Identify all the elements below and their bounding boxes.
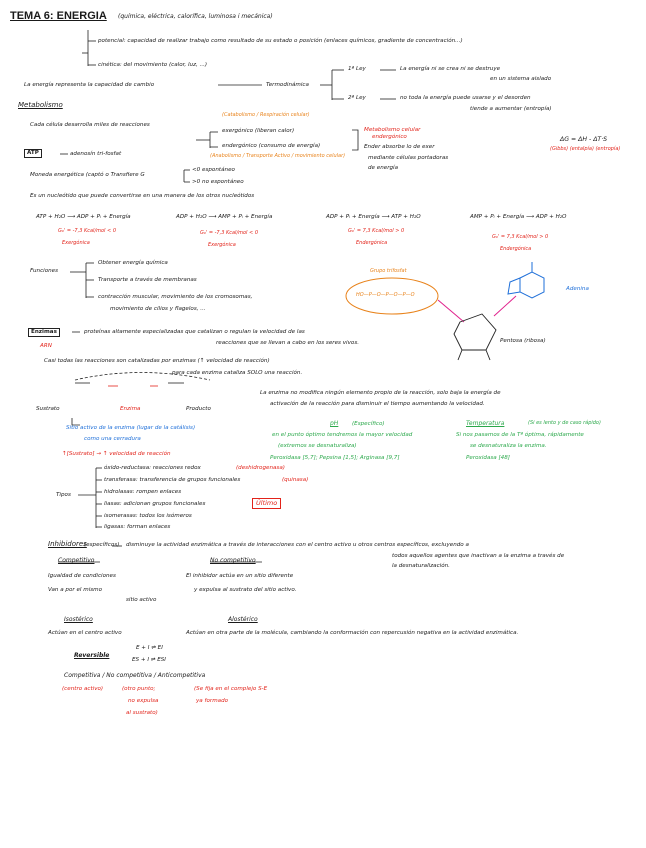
metabolismo-celular-note: Metabolismo celular — [364, 127, 421, 133]
adenina-label: Adenina — [566, 286, 589, 292]
no-competitivo-text-1: El inhibidor actúa en un sitio diferente — [186, 573, 294, 579]
atp-no-espontaneo: >0 no espontáneo — [192, 179, 244, 185]
title-subtitle: (química, eléctrica, calorífica, luminosa i mecánica) — [118, 13, 273, 20]
atp-moneda: Moneda energética (captó o Transfiere G — [30, 172, 145, 178]
rev-nocomp-note-1: (otro punto; — [122, 686, 156, 692]
inhibidores-heading: Inhibidores — [48, 540, 87, 548]
ph-text-2: (extremos se desnaturaliza) — [278, 443, 357, 449]
reaction-2-kind: Exergónica — [208, 242, 236, 248]
reversible-eq-2: ES + I ⇌ ESI — [132, 657, 166, 663]
exergonico-text: exergónico (liberan calor) — [222, 128, 295, 134]
reaction-3-eq: ADP + Pᵢ + Energía ⟶ ATP + H₂O — [326, 214, 421, 220]
producto-label: Producto — [186, 406, 211, 412]
reversible-eq-1: E + I ⇌ EI — [136, 645, 163, 651]
ph-examples: Peroxidasa [5,7]; Pepsina [1,5]; Arginasa [9,7] — [270, 455, 400, 461]
ley2-text-2: tiende a aumentar (entropía) — [470, 106, 552, 112]
temperatura-text-2: se desnaturaliza la enzima. — [470, 443, 547, 449]
reaction-2-eq: ADP + H₂O ⟶ AMP + Pᵢ + Energía — [176, 214, 273, 220]
competitivo-text-2: Van a por el mismo — [48, 587, 103, 593]
tipo-2: transferasa: transferencia de grupos funcionales — [104, 477, 241, 483]
reaction-1-eq: ATP + H₂O ⟶ ADP + Pᵢ + Energía — [36, 214, 131, 220]
enzimas-label: Enzimas — [28, 328, 60, 337]
tipo-1-ejemplo: (deshidrogenasa) — [236, 465, 285, 471]
ender-text-2: mediante células portadoras — [368, 155, 449, 161]
gibbs-formula-sub: (Gibbs) (entalpía) (entropía) — [550, 146, 621, 152]
funcion-1: Obtener energía química — [98, 260, 168, 266]
atp-label: ATP — [24, 149, 42, 158]
energia-cinetica: cinética: del movimiento (calor, luz, ...) — [98, 62, 208, 68]
rev-competitiva-note: (centro activo) — [62, 686, 104, 692]
isosterico-text: Actúan en el centro activo — [48, 630, 122, 636]
ley1-text: La energía ni se crea ni se destruye — [400, 66, 501, 72]
reaction-4-g: G₀' = 7,3 Kcal/mol > 0 — [492, 234, 549, 240]
anabolismo-note: (Anabolismo / Transporte Activo / movimiento celular) — [210, 153, 346, 159]
ley1-label: 1ª Ley — [348, 66, 366, 72]
rev-nocomp-note-3: al sustrato) — [126, 710, 158, 716]
temperatura-text-1: Si nos pasamos de la Tª óptima, rápidamente — [456, 432, 584, 438]
termodinamica-label: Termodinámica — [266, 82, 309, 88]
tipo-4: liasas: adicionan grupos funcionales — [104, 501, 206, 507]
atp-definition: adenosín tri-fosfat — [70, 151, 122, 157]
atp-nucleotido: Es un nucleótido que puede convertirse en una manera de los otros nucleótidos — [30, 193, 255, 199]
catabolismo-note: (Catabolismo / Respiración celular) — [222, 112, 310, 118]
reversible-types: Competitiva / No competitiva / Anticompetitiva — [64, 672, 206, 679]
funcion-3b: movimiento de cilios y flagelos, ... — [110, 306, 206, 312]
inhibidores-sub: (específicos) — [84, 542, 120, 548]
enzimas-arn: ARN — [40, 343, 52, 349]
rev-nocomp-note-2: no expulsa — [128, 698, 159, 704]
reaction-2-g: G₀' = -7,3 Kcal/mol < 0 — [200, 230, 259, 236]
funciones-label: Funciones — [30, 268, 59, 274]
ph-sub: (Específico) — [352, 421, 385, 427]
reaction-3-g: G₀' = 7,3 Kcal/mol > 0 — [348, 228, 405, 234]
ph-heading: pH — [330, 420, 339, 427]
reaction-3-kind: Endergónica — [356, 240, 388, 246]
tipo-6: ligasas: forman enlaces — [104, 524, 171, 530]
reaction-1-kind: Exergónica — [62, 240, 90, 246]
tipos-label: Tipos — [56, 492, 71, 498]
endergonico-text: endergónico (consumo de energía) — [222, 143, 321, 149]
enzimas-definition: proteínas altamente especializadas que catalizan o regulan la velocidad de las — [84, 329, 305, 335]
sitio-activo: Sitio activo de la enzima (lugar de la catálisis) — [66, 425, 196, 431]
ley2-label: 2ª Ley — [348, 95, 366, 101]
ender-text-3: de energía — [368, 165, 399, 171]
page-title: TEMA 6: ENERGIA — [10, 10, 107, 22]
tipo-2-ejemplo: (quinasa) — [282, 477, 309, 483]
reaction-1-g: G₀' = -7,3 Kcal/mol < 0 — [58, 228, 117, 234]
metabolismo-cada: Cada célula desarrolla miles de reacciones — [30, 122, 150, 128]
competitivo-heading: Competitivo — [58, 557, 95, 564]
reaction-4-kind: Endergónica — [500, 246, 532, 252]
gibbs-formula: ΔG = ΔH - ΔT·S — [560, 136, 608, 143]
tipo-5: isomerasas: todos los isómeros — [104, 513, 192, 519]
competitivo-text-1: Igualdad de condiciones — [48, 573, 116, 579]
endergonico-note: endergónico — [372, 134, 407, 140]
energia-potencial: potencial: capacidad de realizar trabajo como resultado de su estado o posición (enlaces químicos, gradiente de concentración...) — [98, 38, 463, 44]
ley1-text-2: en un sistema aislado — [490, 76, 552, 82]
enzimas-definition-2: reacciones que se llevan a cabo en los seres vivos. — [216, 340, 360, 346]
temperatura-examples: Peroxidasa [48] — [466, 455, 510, 461]
tipo-3: hidrolasas: rompen enlaces — [104, 489, 182, 495]
enzima-no-modifica: La enzima no modifica ningún elemento propio de la reacción, solo baja la energía de — [260, 390, 501, 396]
energia-definicion: La energía representa la capacidad de cambio — [24, 82, 155, 88]
alosterico-text: Actúan en otra parte de la molécula, cambiando la conformación con repercusión negativa en la actividad enzimática. — [186, 630, 519, 636]
phosphate-chain: HO—P—O—P—O—P—O — [356, 292, 415, 298]
rev-anticomp-note-1: (Se fija en el complejo S-E — [194, 686, 268, 692]
funcion-3: contracción muscular, movimiento de los cromosomas, — [98, 294, 253, 300]
temperatura-heading: Temperatura — [466, 420, 505, 427]
temperatura-sub: (Si es lento y de caso rápido) — [528, 420, 601, 426]
enzimas-casi: Casi todas las reacciones son catalizadas por enzimas (↑ velocidad de reacción) — [44, 358, 270, 364]
sustrato-label: Sustrato — [36, 406, 60, 412]
no-competitivo-text-2: y expulsa al sustrato del sitio activo. — [194, 587, 297, 593]
atp-espontaneo: <0 espontáneo — [192, 167, 235, 173]
ley2-text: no toda la energía puede usarse y el desorden — [400, 95, 531, 101]
enzima-label: Enzima — [120, 406, 141, 412]
inhibidores-definition-2: todos aquellos agentes que inactivan a la enzima a través de — [392, 553, 565, 559]
enzimas-casi-2: para cada enzima cataliza SOLO una reacción. — [172, 370, 303, 376]
no-competitivo-heading: No competitivo — [210, 557, 256, 564]
tipo-1: óxido-reductasa: reacciones redox — [104, 465, 201, 471]
reaction-4-eq: AMP + Pᵢ + Energía ⟶ ADP + H₂O — [470, 214, 567, 220]
sitio-cerradura: como una cerradura — [84, 436, 141, 442]
inhibidores-definition: disminuye la actividad enzimática a través de interacciones con el centro activo u otros centros específicos, excluyendo a — [126, 542, 469, 548]
ultimo-tag: Último — [252, 498, 281, 509]
metabolismo-heading: Metabolismo — [18, 101, 63, 109]
ph-text-1: en el punto óptimo tendremos la mayor velocidad — [272, 432, 413, 438]
sustrato-velocidad: ↑[Sustrato] → ↑ velocidad de reacción — [62, 451, 171, 457]
grupo-trifosfat-label: Grupo trifosfat — [370, 268, 407, 274]
pentosa-label: Pentosa (ribosa) — [500, 338, 546, 344]
enzima-no-modifica-2: activación de la reacción para disminuir el tiempo aumentando la velocidad. — [270, 401, 485, 407]
alosterico-heading: Alostérico — [228, 616, 258, 623]
inhibidores-definition-3: la desnaturalización. — [392, 563, 450, 569]
isosterico-heading: Isostérico — [64, 616, 93, 623]
funcion-2: Transporte a través de membranas — [98, 277, 197, 283]
reversible-heading: Reversible — [74, 652, 110, 659]
ender-text-1: Ender absorbe lo de exer — [364, 144, 435, 150]
competitivo-text-3: sitio activo — [126, 597, 157, 603]
rev-anticomp-note-2: ya formado — [196, 698, 229, 704]
